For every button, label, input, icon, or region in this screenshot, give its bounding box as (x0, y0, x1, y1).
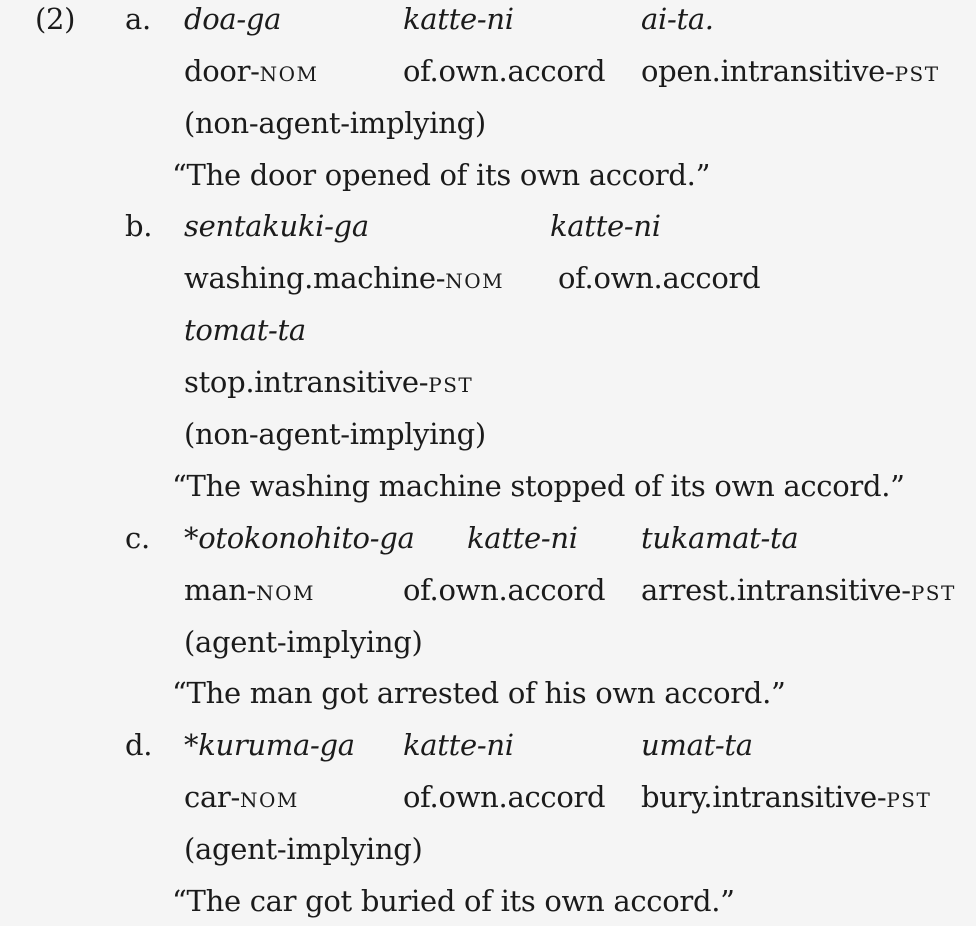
word-d2-form: katte-ni (403, 728, 514, 762)
gloss-tag: PST (894, 62, 940, 86)
gloss-tag: NOM (259, 62, 319, 86)
example-label-d: d. (125, 728, 153, 762)
word-b3-gloss: stop.intransitive-PST (184, 365, 474, 399)
gloss-tag: PST (910, 581, 956, 605)
ungrammatical-star: * (184, 728, 199, 762)
word-c1-form: *otokonohito-ga (184, 521, 415, 555)
word-a3-gloss: open.intransitive-PST (641, 54, 940, 88)
word-c2-gloss: of.own.accord (403, 573, 606, 607)
word-a2-gloss: of.own.accord (403, 54, 606, 88)
translation-d: “The car got buried of its own accord.” (172, 884, 735, 918)
gloss-tag: PST (428, 373, 474, 397)
word-c3-gloss: arrest.intransitive-PST (641, 573, 956, 607)
example-number: (2) (35, 2, 76, 36)
example-label-a: a. (125, 2, 151, 36)
word-b1-form: sentakuki-ga (184, 209, 369, 243)
word-d1-form: *kuruma-ga (184, 728, 355, 762)
word-a2-form: katte-ni (403, 2, 514, 36)
word-c2-form: katte-ni (467, 521, 578, 555)
word-c1-gloss: man-NOM (184, 573, 315, 607)
translation-a: “The door opened of its own accord.” (172, 158, 711, 192)
translation-c: “The man got arrested of his own accord.” (172, 676, 786, 710)
word-d2-gloss: of.own.accord (403, 780, 606, 814)
word-b1-gloss: washing.machine-NOM (184, 261, 505, 295)
word-a1-gloss: door-NOM (184, 54, 319, 88)
word-a1-form: doa-ga (184, 2, 282, 36)
example-label-c: c. (125, 521, 150, 555)
note-d: (agent-implying) (184, 832, 423, 866)
word-b2-form: katte-ni (550, 209, 661, 243)
note-b: (non-agent-implying) (184, 417, 486, 451)
word-b2-gloss: of.own.accord (558, 261, 761, 295)
translation-b: “The washing machine stopped of its own accord.” (172, 469, 905, 503)
gloss-tag: NOM (240, 788, 299, 812)
gloss-tag: NOM (256, 581, 315, 605)
example-label-b: b. (125, 209, 153, 243)
note-c: (agent-implying) (184, 625, 423, 659)
word-c3-form: tukamat-ta (641, 521, 799, 555)
gloss-tag: NOM (445, 269, 505, 293)
word-a3-form: ai-ta. (641, 2, 714, 36)
word-b3-form: tomat-ta (184, 313, 306, 347)
note-a: (non-agent-implying) (184, 106, 486, 140)
word-d3-gloss: bury.intransitive-PST (641, 780, 932, 814)
word-d3-form: umat-ta (641, 728, 753, 762)
ungrammatical-star: * (184, 521, 199, 555)
gloss-tag: PST (886, 788, 932, 812)
word-d1-gloss: car-NOM (184, 780, 299, 814)
